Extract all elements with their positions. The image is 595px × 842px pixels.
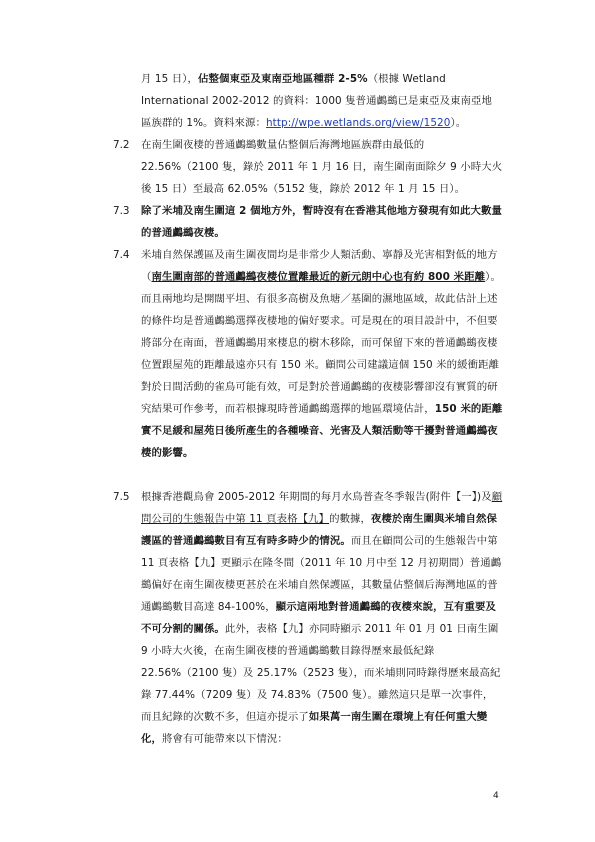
- paragraph-text: [141, 486, 503, 750]
- paragraph-text: 在南生圍夜棲的普通鸕鷀數量佔整個后海灣地區族群由最低的 22.56%（2100 隻，錄於 2011 年 1 月 16 日，南生圍南面除夕 9 小時大火後 15 日）至最高 62.05%（5152 隻，錄於 2012 年 1 月 15 日）。: [141, 139, 503, 195]
- continuation-text-3: ）。: [450, 117, 467, 129]
- paragraph-underline-text: 顧問公司的生態報告中第 11 頁表格【九】: [141, 491, 503, 525]
- paragraph-bold-underline-text: 南生圍南部的普通鸕鷀夜棲位置離最近的新元朗中心也有約 800 米距離: [151, 271, 486, 283]
- continuation-bold-text: 佔整個東亞及東南亞地區種群 2-5%: [198, 73, 368, 85]
- paragraph-text-b: ）。而且兩地均是開闊平坦、有很多高樹及魚塘／基圍的濕地區域，故此估計上述的條件均是普通鸕鷀選擇夜棲地的偏好要求。可是現在的項目設計中，不但要將部分在南面，普通鸕鷀用來棲息的樹木移除，而可保留下來的普通鸕鷀夜棲位置跟屋苑的距離最遠亦只有 150 米。顧問公司建議這個 150 米的緩衝距離對於日間活動的雀鳥可能有效，可是對於普通鸕鷀的夜棲影響卻沒有實質的研究結果可作參考，而若根據現時普通鸕鷀選擇的地區環境估計，: [141, 271, 501, 415]
- paragraph-number: 7.5: [113, 491, 130, 503]
- paragraph-text-d: 此外，表格【九】亦同時顯示 2011 年 01 月 01 日南生圍 9 小時大火後，在南生圍夜棲的普通鸕鷀數目錄得歷來最低紀錄 22.56%（2100 隻）及 25.17%（2523 隻），而米埔則同時錄得歷來最高紀錄 77.44%（7209 隻）及 74.83%（7500 隻）。雖然這只是單一次事件，而且紀錄的次數不多，但這亦提示了: [141, 623, 501, 723]
- continuation-text-2: （根據 Wetland International 2002-2012 的資料：1000 隻普通鸕鷀已是東亞及東南亞地區族群的 1%。資料來源：: [141, 73, 493, 129]
- paragraph-text: [141, 200, 503, 244]
- paragraph-text-b: 的數據，: [329, 513, 372, 525]
- paragraph-number: 7.3: [113, 205, 130, 217]
- paragraph-number: 7.2: [113, 139, 130, 151]
- page-number: 4: [493, 791, 499, 801]
- continuation-text-1: 月 15 日），: [141, 73, 198, 85]
- paragraph-text-e: 將會有可能帶來以下情況：: [161, 733, 288, 745]
- paragraph-bold-text-1: 夜棲於南生圍與米埔自然保護區的普通鸕鷀數目有互有時多時少的情況。: [141, 513, 497, 547]
- paragraph-bold-text-3: 如果萬一南生圍在環境上有任何重大變化，: [141, 711, 488, 745]
- paragraph-bold-text: 150 米的距離實不足緩和屋苑日後所產生的各種噪音、光害及人類活動等干擾對普通鸕鷀夜棲的影響。: [141, 403, 503, 459]
- paragraph-text-c: 而且在顧問公司的生態報告中第 11 頁表格【九】更顯示在隆冬間（2011 年 10 月中至 12 月初期間）普通鸕鷀偏好在南生圍夜棲更甚於在米埔自然保護區，其數量佔整個后海灣地區的普通鸕鷀數目高達 84-100%，: [141, 535, 502, 613]
- wetlands-link[interactable]: http://wpe.wetlands.org/view/1520: [266, 117, 451, 129]
- paragraph-number: 7.4: [113, 249, 130, 261]
- paragraph-text-a: 米埔自然保護區及南生圍夜間均是非常少人類活動、寧靜及光害相對低的地方（: [141, 249, 498, 283]
- paragraph-text: [141, 244, 503, 464]
- paragraph-text-a: 根據香港觀鳥會 2005-2012 年期間的每月水鳥普查冬季報告(附件【一】)及: [141, 491, 492, 503]
- paragraph-bold-text-2: 顯示這兩地對普通鸕鷀的夜棲來說，互有重要及不可分割的關係。: [141, 601, 497, 635]
- continuation-paragraph: [141, 68, 501, 134]
- paragraph-bold-text: 除了米埔及南生圍這 2 個地方外，暫時沒有在香港其他地方發現有如此大數量的普通鸕鷀夜棲。: [141, 205, 502, 239]
